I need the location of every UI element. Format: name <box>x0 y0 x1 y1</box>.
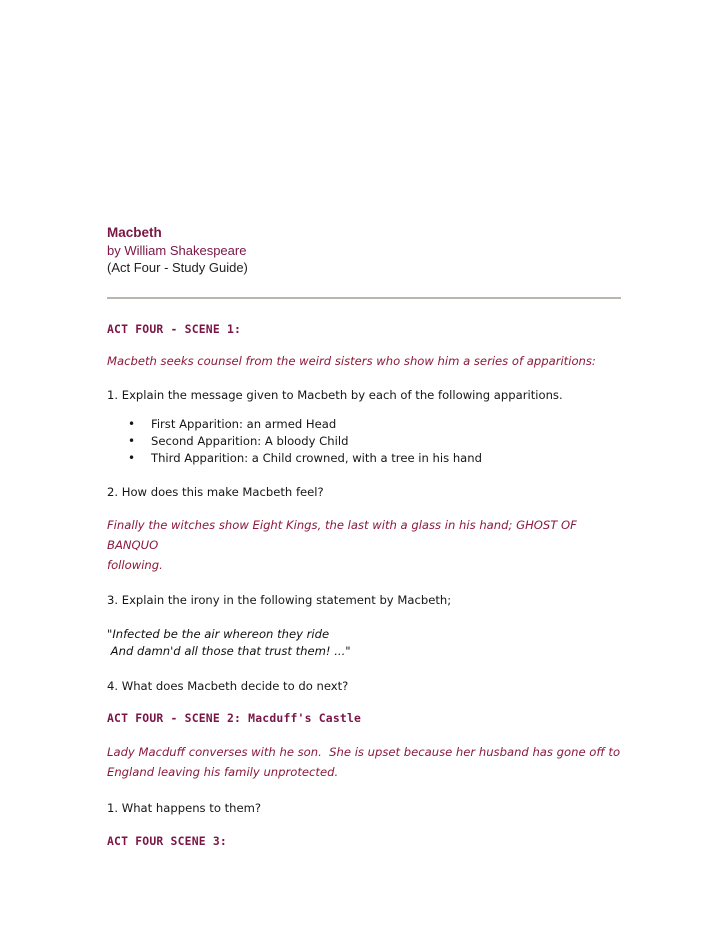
horizontal-divider <box>107 297 621 299</box>
document-title: Macbeth <box>107 225 162 240</box>
macbeth-quote-line-2: And damn'd all those that trust them! ..." <box>107 644 351 658</box>
scene2-stage-direction-line-2: England leaving his family unprotected. <box>107 765 339 779</box>
scene2-question-1: 1. What happens to them? <box>107 801 262 815</box>
scene1-question-1: 1. Explain the message given to Macbeth by each of the following apparitions. <box>107 388 563 402</box>
scene2-heading: ACT FOUR - SCENE 2: Macduff's Castle <box>107 711 362 725</box>
study-guide-document <box>107 224 621 849</box>
document-author: by William Shakespeare <box>107 243 247 258</box>
macbeth-quote-line-1: "Infected be the air whereon they ride <box>107 627 330 641</box>
scene1-heading: ACT FOUR - SCENE 1: <box>107 322 242 336</box>
apparitions-list <box>107 416 621 467</box>
scene2-stage-direction-line-1: Lady Macduff converses with he son. She is upset because her husband has gone off to <box>107 745 621 759</box>
scene1-question-4: 4. What does Macbeth decide to do next? <box>107 679 349 693</box>
apparition-text: Third Apparition: a Child crowned, with a tree in his hand <box>151 451 482 465</box>
list-item <box>107 450 621 467</box>
scene1-stage-direction: Macbeth seeks counsel from the weird sisters who show him a series of apparitions: <box>107 354 596 368</box>
list-item <box>107 416 621 433</box>
list-item <box>107 433 621 450</box>
scene1-stage-direction-2-line-1: Finally the witches show Eight Kings, the last with a glass in his hand; GHOST OF BANQUO <box>107 518 577 552</box>
scene1-stage-direction-2-line-2: following. <box>107 558 163 572</box>
apparition-text: First Apparition: an armed Head <box>151 417 337 431</box>
document-subtitle: (Act Four - Study Guide) <box>107 260 248 275</box>
bullet-icon: • <box>128 451 136 465</box>
scene3-heading: ACT FOUR SCENE 3: <box>107 834 227 848</box>
apparition-text: Second Apparition: A bloody Child <box>151 434 349 448</box>
bullet-icon: • <box>128 434 136 448</box>
scene1-question-3: 3. Explain the irony in the following statement by Macbeth; <box>107 593 452 607</box>
scene1-question-2: 2. How does this make Macbeth feel? <box>107 485 324 499</box>
bullet-icon: • <box>128 417 136 431</box>
